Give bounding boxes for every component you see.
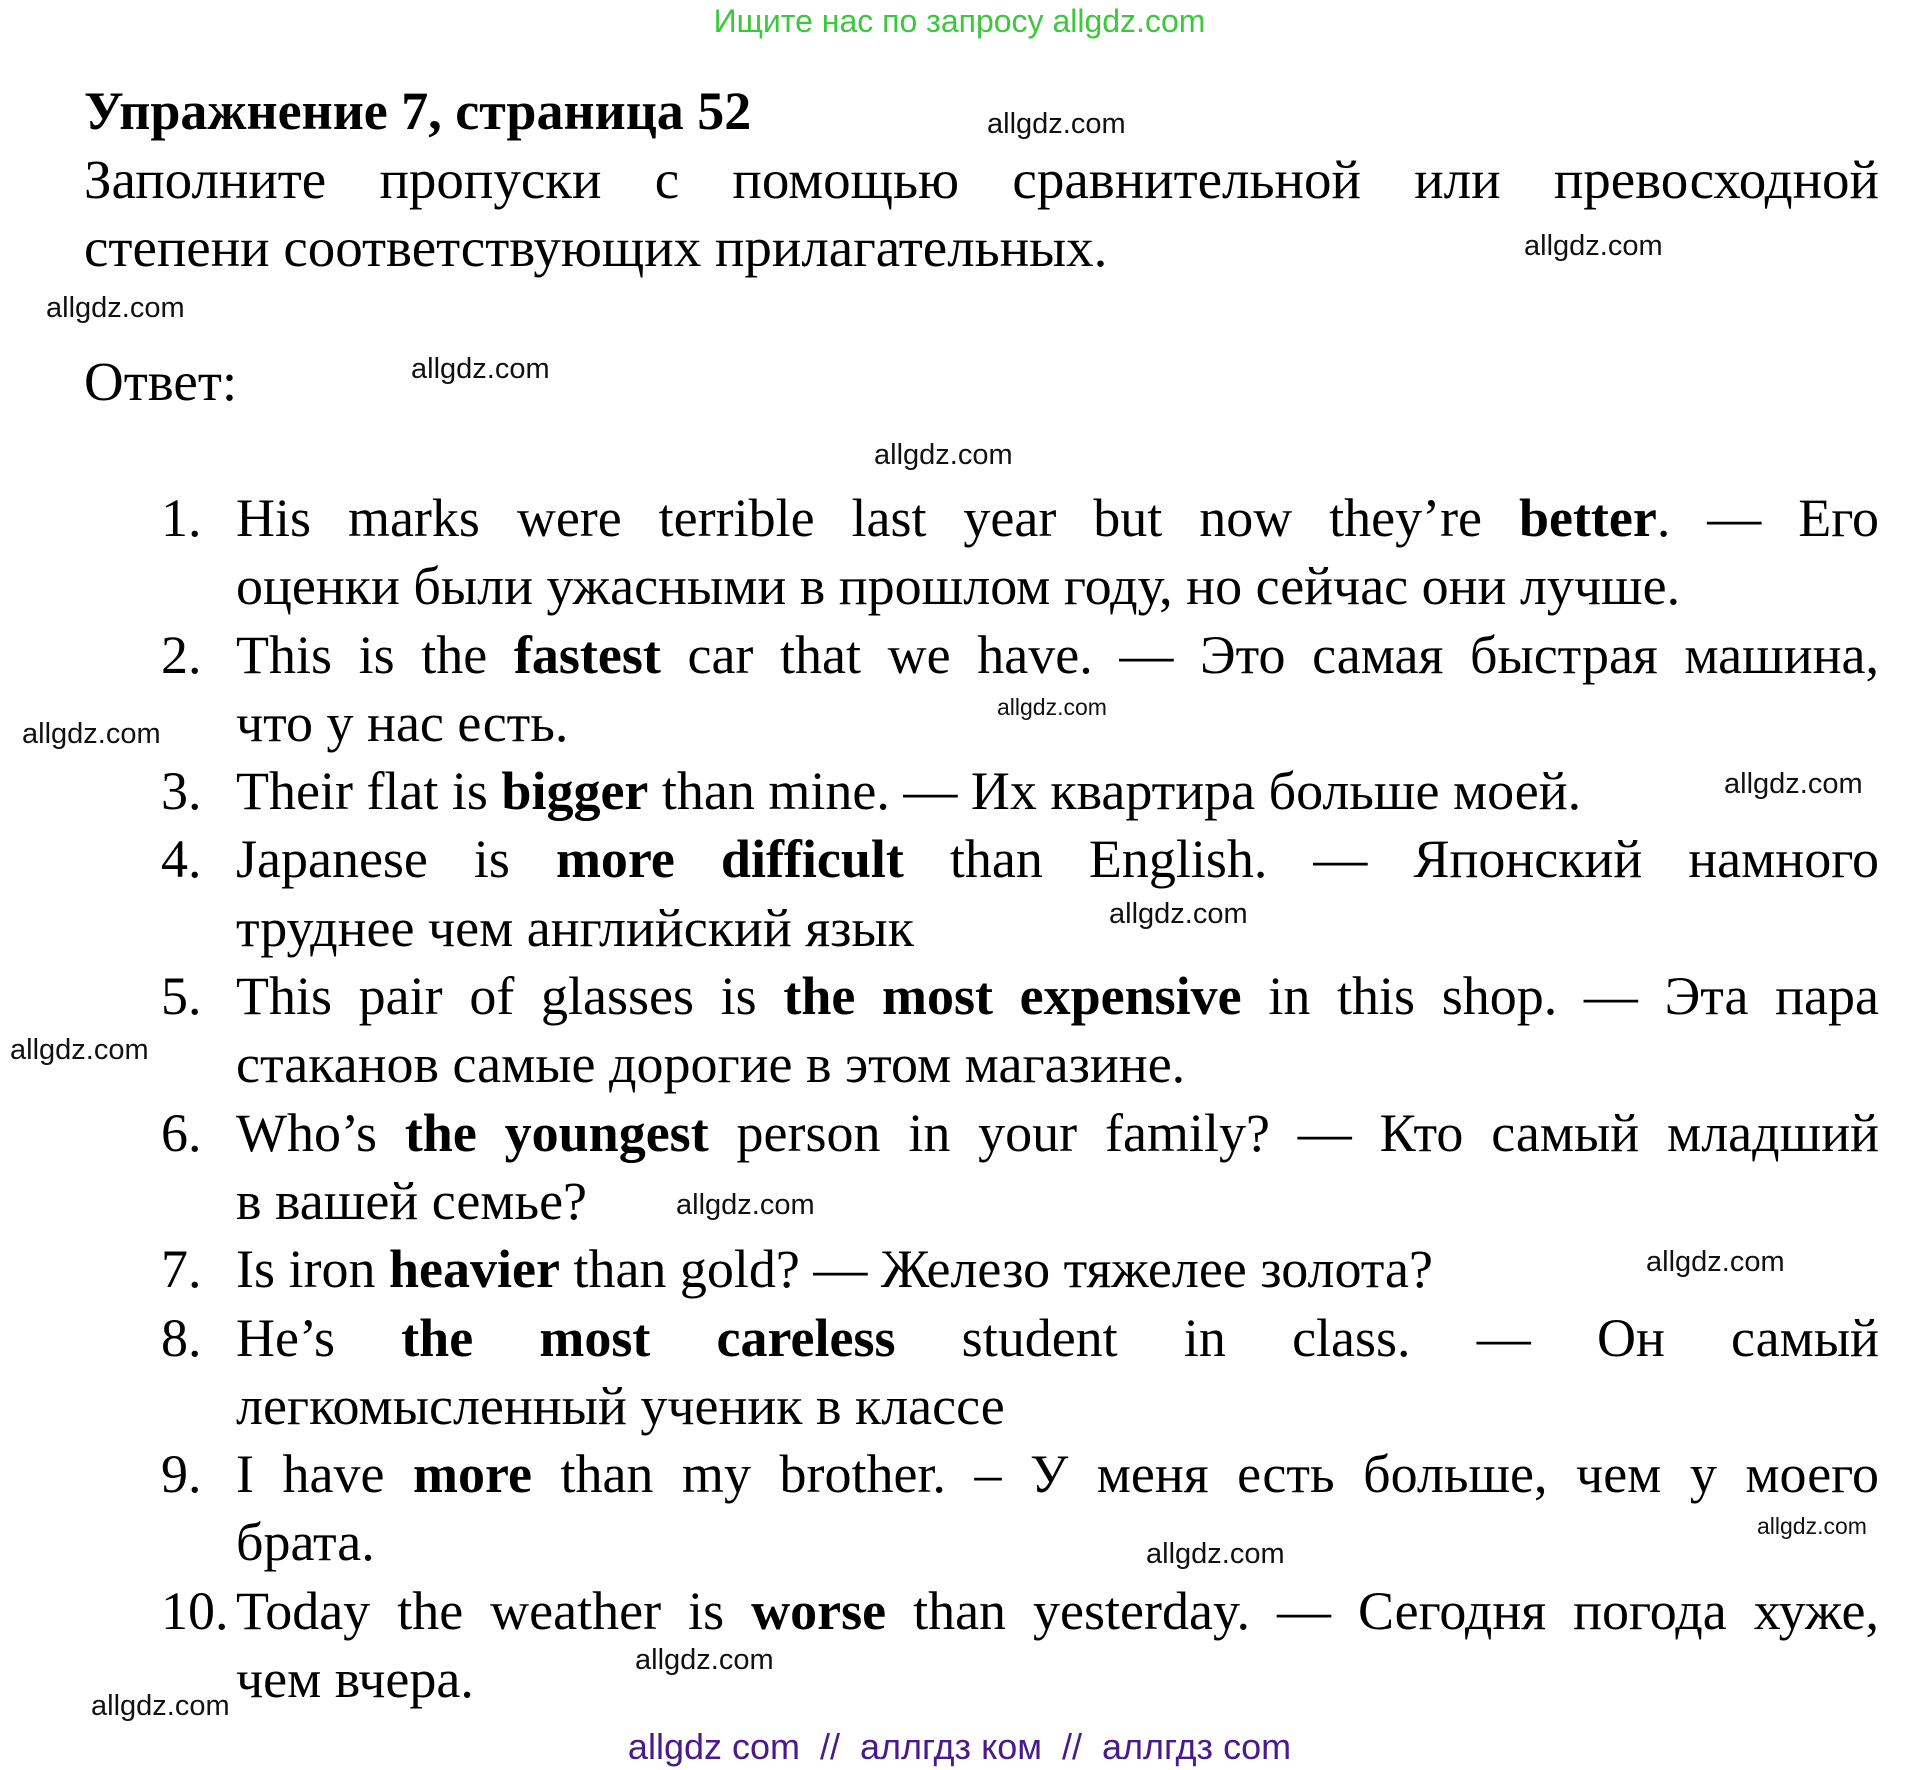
watermark: allgdz.com [1757,1513,1867,1539]
text-segment: легкомысленный ученик в классе [236,1375,1005,1436]
text-segment: оценки были ужасными в прошлом году, но сейчас они лучше. [236,556,1681,617]
item-line [236,621,1879,689]
item-number: 3. [161,761,202,822]
watermark: allgdz.com [1109,898,1248,930]
item-line [236,1440,1879,1508]
answer-word: bigger [501,761,649,822]
answer-word: the most expensive [783,966,1242,1027]
text-segment: брата. [236,1512,375,1573]
text-segment: стаканов самые дорогие в этом магазине. [236,1034,1186,1095]
answer-word: the most careless [401,1307,896,1368]
text-segment: than mine. — Их квартира больше моей. [648,761,1582,822]
watermark: allgdz.com [987,108,1126,140]
text-segment: I have [236,1444,413,1505]
watermark: allgdz.com [1146,1538,1285,1570]
text-segment: Japanese is [236,829,556,890]
text-segment: труднее чем английский язык [236,897,914,958]
watermark: allgdz.com [635,1644,774,1676]
task-line: степени соответствующих прилагательных. [84,217,1108,278]
watermark: allgdz.com [997,694,1107,720]
list-item [0,1440,1919,1577]
item-line [236,1030,1185,1098]
text-segment: Who’s [236,1102,405,1163]
text-segment: . — Его [1656,488,1879,548]
item-line [236,689,568,757]
text-segment: person in your family? — Кто самый младший [708,1102,1879,1163]
text-segment: His marks were terrible last year but now they’re [236,488,1519,548]
item-line [236,894,914,962]
item-line [236,1304,1879,1372]
item-number: 8. [161,1307,202,1368]
text-segment: car that we have. — Это самая быстрая машина, [660,624,1879,685]
text-segment: чем вчера. [236,1649,474,1710]
item-number: 5. [161,966,202,1027]
answer-word: the youngest [404,1102,709,1163]
item-number: 2. [161,624,202,685]
page-title: Упражнение 7, страница 52 [84,81,752,141]
list-item [0,1304,1919,1441]
text-segment: than English. — Японский намного [903,829,1880,890]
text-segment: в вашей семье? [236,1170,588,1231]
list-item [0,1099,1919,1236]
text-segment: than my brother. – У меня есть больше, чем у моего [531,1444,1879,1505]
list-item [0,621,1919,758]
text-segment: Their flat is [236,761,502,822]
item-number: 1. [161,488,202,548]
text-segment: student in class. — Он самый [895,1307,1879,1368]
item-number: 7. [161,1239,202,1300]
search-banner: Ищите нас по запросу allgdz.com [713,3,1206,39]
watermark: allgdz.com [10,1034,149,1066]
list-item [0,1235,1919,1303]
watermark: allgdz.com [411,353,550,385]
item-number: 4. [161,829,202,890]
text-segment: in this shop. — Эта пара [1241,966,1879,1027]
text-segment: He’s [236,1307,402,1368]
item-line [236,1167,587,1235]
answer-list [0,484,1919,1713]
watermark: allgdz.com [1724,768,1863,800]
item-line [236,1235,1433,1303]
item-number: 9. [161,1444,202,1505]
list-item [0,484,1919,621]
list-item [0,825,1919,962]
item-line [236,962,1879,1030]
text-segment: This pair of glasses is [236,966,784,1027]
text-segment: Today the weather is [236,1580,752,1641]
watermark: allgdz.com [1646,1246,1785,1278]
watermark: allgdz.com [22,718,161,750]
list-item [0,1577,1919,1714]
item-line [236,1645,474,1713]
text-segment: Is iron [236,1239,389,1300]
item-line [236,552,1680,620]
text-segment: than yesterday. — Сегодня погода хуже, [886,1580,1879,1641]
item-line [236,757,1581,825]
item-line [236,484,1879,552]
watermark: allgdz.com [676,1189,815,1221]
item-number: 10. [161,1580,229,1641]
item-line [236,1508,375,1576]
answer-word: better [1518,488,1657,548]
watermark: allgdz.com [874,439,1013,471]
text-segment: что у нас есть. [236,692,569,753]
answer-label: Ответ: [84,351,238,412]
watermark: allgdz.com [46,292,185,324]
answer-word: more difficult [555,829,904,890]
item-line [236,1372,1005,1440]
answer-word: worse [751,1580,887,1641]
item-number: 6. [161,1102,202,1163]
task-line: Заполните пропуски с помощью сравнительной или превосходной [84,149,1879,210]
list-item [0,962,1919,1099]
answer-word: more [412,1444,532,1505]
watermark: allgdz.com [1524,230,1663,262]
list-item [0,757,1919,825]
text-segment: This is the [236,624,514,685]
watermark: allgdz.com [91,1690,230,1722]
text-segment: than gold? — Железо тяжелее золота? [559,1239,1433,1300]
item-line [236,825,1879,893]
footer-watermark: allgdz com // аллгдз ком // аллгдз com [627,1726,1292,1767]
item-line [236,1577,1879,1645]
item-line [236,1099,1879,1167]
answer-word: heavier [388,1239,560,1300]
answer-word: fastest [513,624,661,685]
